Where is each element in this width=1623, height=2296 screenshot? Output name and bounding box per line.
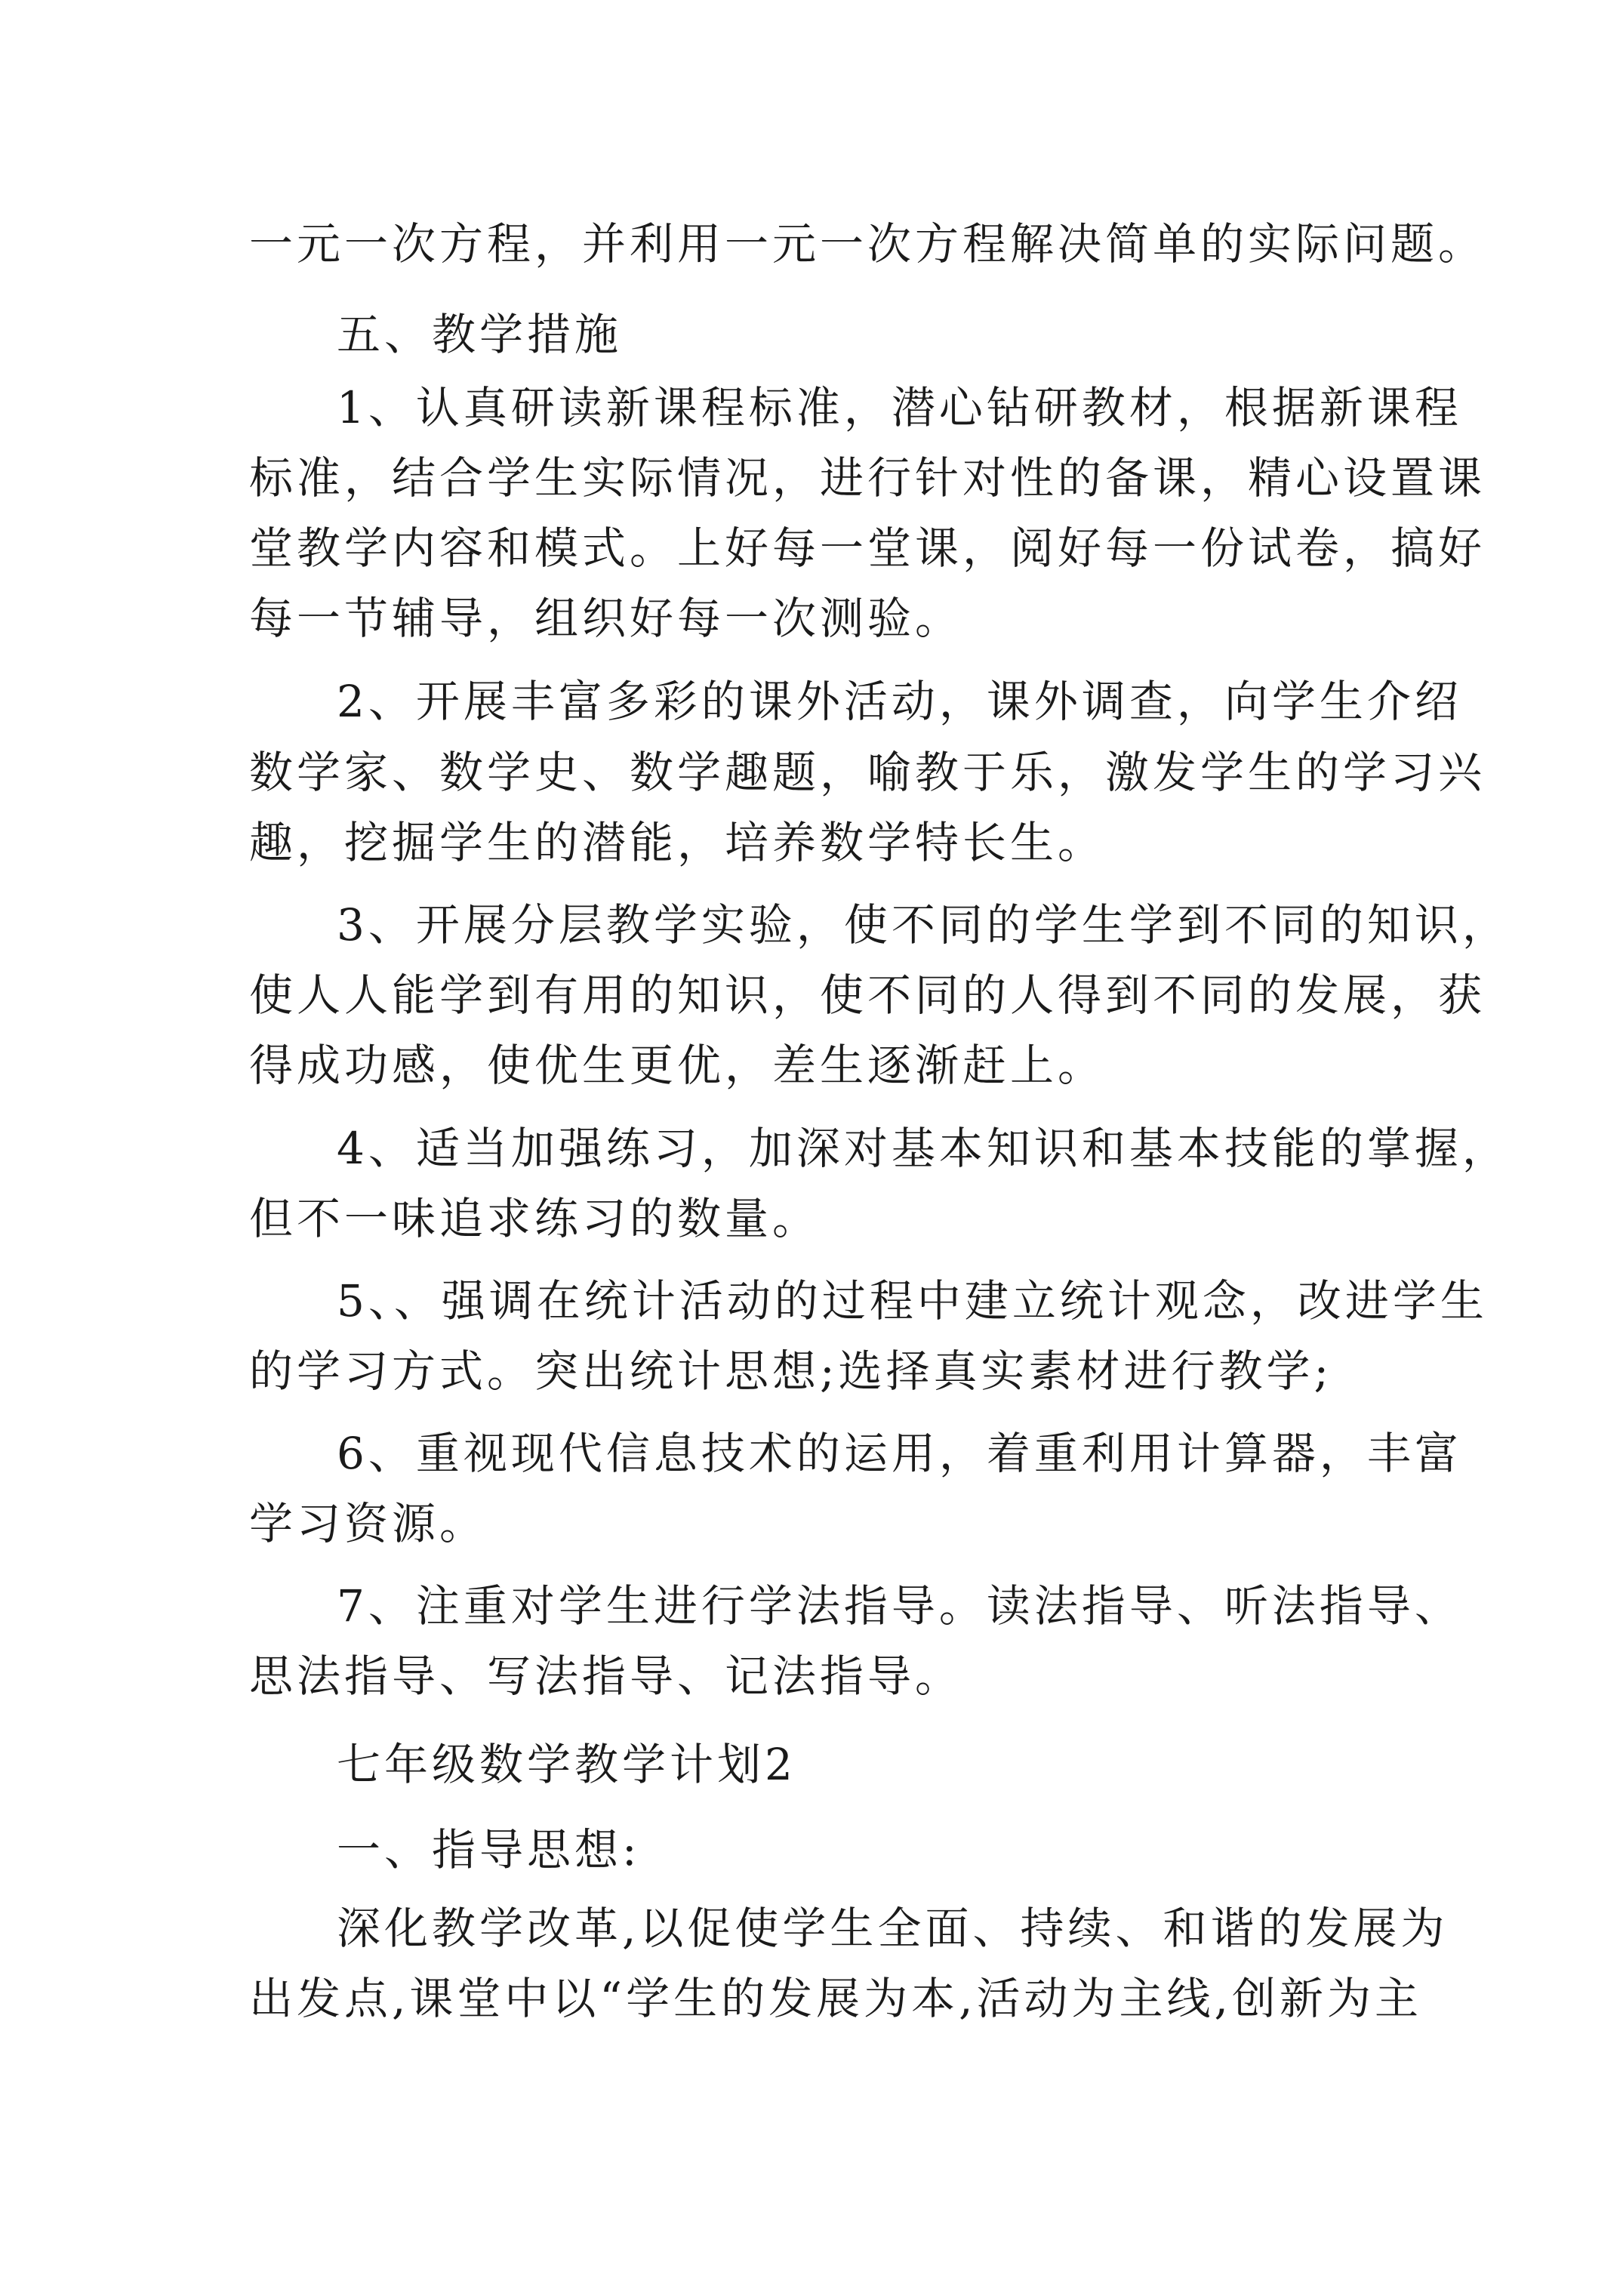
paragraph-line: 5、、强调在统计活动的过程中建立统计观念，改进学生 [337, 1275, 1488, 1327]
paragraph-line: 深化教学改革,以促使学生全面、持续、和谐的发展为 [337, 1903, 1449, 1954]
plan-title: 七年级数学教学计划2 [337, 1739, 796, 1790]
paragraph-line: 6、重视现代信息技术的运用，着重利用计算器，丰富 [337, 1428, 1462, 1479]
paragraph-line: 标准，结合学生实际情况，进行针对性的备课，精心设置课 [249, 452, 1486, 504]
paragraph-line: 的学习方式。突出统计思想;选择真实素材进行教学; [249, 1345, 1333, 1397]
paragraph-line: 每一节辅导，组织好每一次测验。 [249, 593, 963, 644]
paragraph-line: 3、开展分层教学实验，使不同的学生学到不同的知识， [337, 899, 1510, 951]
section-heading: 五、教学措施 [337, 309, 623, 360]
paragraph-line: 使人人能学到有用的知识，使不同的人得到不同的发展，获 [249, 969, 1486, 1021]
paragraph-line: 出发点,课堂中以“学生的发展为本,活动为主线,创新为主 [249, 1973, 1422, 2024]
paragraph-line: 学习资源。 [249, 1498, 488, 1549]
paragraph-line: 7、注重对学生进行学法指导。读法指导、听法指导、 [337, 1580, 1462, 1632]
paragraph-line: 1、认真研读新课程标准，潜心钻研教材，根据新课程 [337, 382, 1462, 433]
paragraph-line: 趣，挖掘学生的潜能，培养数学特长生。 [249, 817, 1106, 868]
paragraph-line: 2、开展丰富多彩的课外活动，课外调查，向学生介绍 [337, 676, 1462, 727]
paragraph-line: 堂教学内容和模式。上好每一堂课，阅好每一份试卷，搞好 [249, 522, 1486, 574]
paragraph-line: 得成功感，使优生更优，差生逐渐赶上。 [249, 1040, 1106, 1091]
paragraph-line: 但不一味追求练习的数量。 [249, 1193, 821, 1244]
paragraph-line: 4、适当加强练习，加深对基本知识和基本技能的掌握， [337, 1123, 1510, 1174]
carry-over-line: 一元一次方程，并利用一元一次方程解决简单的实际问题。 [249, 218, 1486, 270]
section-heading: 一、指导思想: [337, 1824, 641, 1875]
paragraph-line: 数学家、数学史、数学趣题，喻教于乐，激发学生的学习兴 [249, 747, 1486, 798]
paragraph-line: 思法指导、写法指导、记法指导。 [249, 1650, 963, 1702]
